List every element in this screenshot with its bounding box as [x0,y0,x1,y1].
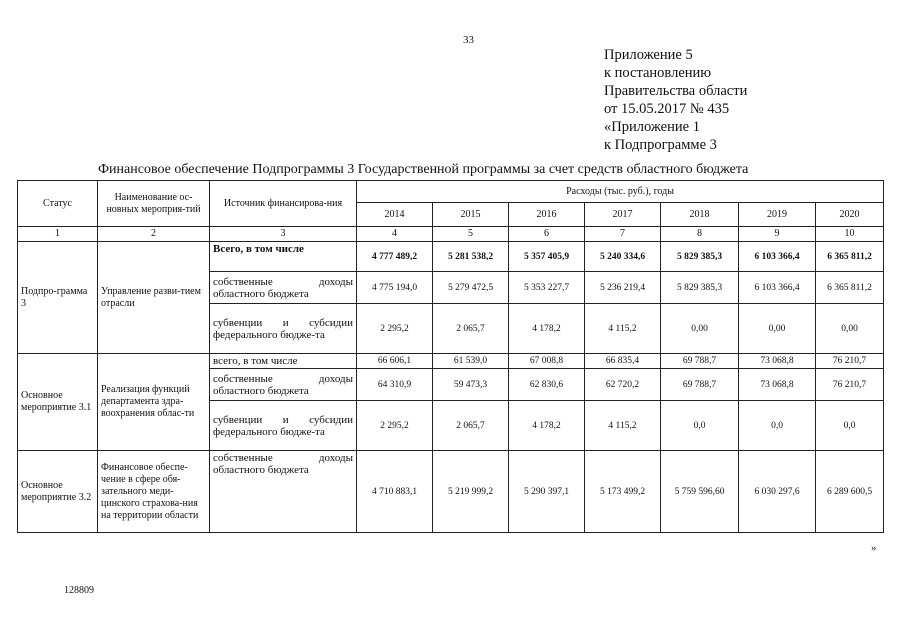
header-year: 2015 [433,203,509,227]
appendix-line: Правительства области [604,83,748,99]
row-value: 2 065,7 [433,401,509,451]
row-value: 4 777 489,2 [357,242,433,272]
row-activity-name: Финансовое обеспе-чение в сфере обя-зательного меди-цинского страхова-ния на территории области [98,451,210,533]
row-value: 59 473,3 [433,369,509,401]
row-value: 5 279 472,5 [433,272,509,304]
appendix-block [604,46,747,154]
closing-quote: » [871,542,877,554]
row-source: всего, в том числе [210,354,357,369]
row-value: 6 030 297,6 [739,451,816,533]
row-value: 5 357 405,9 [509,242,585,272]
footer-code: 128809 [64,585,94,596]
row-value: 5 236 219,4 [585,272,661,304]
appendix-line: к постановлению [604,65,712,81]
header-name: Наименование ос-новных мероприя-тий [98,181,210,227]
row-source: собственные доходы областного бюджета [210,272,357,304]
row-value: 6 103 366,4 [739,242,816,272]
column-number: 10 [816,227,884,242]
table-row [18,451,884,533]
row-value: 6 365 811,2 [816,272,884,304]
financing-table [17,180,884,533]
header-year: 2017 [585,203,661,227]
row-value: 66 835,4 [585,354,661,369]
row-value: 4 178,2 [509,304,585,354]
header-year: 2014 [357,203,433,227]
row-value: 5 240 334,6 [585,242,661,272]
row-value: 6 103 366,4 [739,272,816,304]
row-value: 4 710 883,1 [357,451,433,533]
row-value: 0,0 [661,401,739,451]
row-value: 6 365 811,2 [816,242,884,272]
header-expenses: Расходы (тыс. руб.), годы [357,181,884,203]
row-value: 69 788,7 [661,354,739,369]
table-row [18,354,884,369]
row-value: 2 295,2 [357,304,433,354]
column-number: 1 [18,227,98,242]
row-value: 4 115,2 [585,304,661,354]
row-value: 73 068,8 [739,369,816,401]
header-source: Источник финансирова-ния [210,181,357,227]
column-number: 8 [661,227,739,242]
appendix-line: к Подпрограмме 3 [604,137,717,153]
row-source: субвенции и субсидии федерального бюдже-та [210,401,357,451]
row-source: Всего, в том числе [210,242,357,272]
table-row [18,242,884,272]
column-number: 6 [509,227,585,242]
row-value: 6 289 600,5 [816,451,884,533]
row-source: собственные доходы областного бюджета [210,369,357,401]
row-value: 69 788,7 [661,369,739,401]
column-number: 4 [357,227,433,242]
row-value: 4 775 194,0 [357,272,433,304]
column-number: 5 [433,227,509,242]
row-value: 62 720,2 [585,369,661,401]
row-status: Основное мероприятие 3.1 [18,354,98,451]
row-value: 2 295,2 [357,401,433,451]
row-source: собственные доходы областного бюджета [210,451,357,533]
header-year: 2018 [661,203,739,227]
row-status: Основное мероприятие 3.2 [18,451,98,533]
row-source: субвенции и субсидии федерального бюдже-та [210,304,357,354]
row-value: 5 353 227,7 [509,272,585,304]
row-value: 76 210,7 [816,354,884,369]
row-value: 0,00 [739,304,816,354]
column-number: 7 [585,227,661,242]
table-title: Финансовое обеспечение Подпрограммы 3 Государственной программы за счет средств областного бюджета [98,162,749,177]
row-value: 2 065,7 [433,304,509,354]
row-activity-name: Управление разви-тием отрасли [98,242,210,354]
header-status: Статус [18,181,98,227]
row-activity-name: Реализация функций департамента здра-воохранения облас-ти [98,354,210,451]
header-year: 2019 [739,203,816,227]
header-year: 2016 [509,203,585,227]
column-number: 9 [739,227,816,242]
page-number: 33 [463,34,474,46]
row-value: 5 829 385,3 [661,272,739,304]
row-value: 4 115,2 [585,401,661,451]
row-value: 62 830,6 [509,369,585,401]
row-value: 0,0 [739,401,816,451]
row-value: 5 281 538,2 [433,242,509,272]
row-value: 0,00 [816,304,884,354]
row-value: 5 173 499,2 [585,451,661,533]
appendix-line: «Приложение 1 [604,119,700,135]
row-value: 0,0 [816,401,884,451]
row-value: 76 210,7 [816,369,884,401]
row-value: 0,00 [661,304,739,354]
column-number: 2 [98,227,210,242]
row-value: 67 008,8 [509,354,585,369]
row-value: 5 759 596,60 [661,451,739,533]
row-value: 4 178,2 [509,401,585,451]
row-status: Подпро-грамма 3 [18,242,98,354]
row-value: 66 606,1 [357,354,433,369]
row-value: 64 310,9 [357,369,433,401]
appendix-line: Приложение 5 [604,47,693,63]
appendix-line: от 15.05.2017 № 435 [604,101,730,117]
row-value: 5 290 397,1 [509,451,585,533]
row-value: 5 829 385,3 [661,242,739,272]
header-year: 2020 [816,203,884,227]
row-value: 73 068,8 [739,354,816,369]
column-number: 3 [210,227,357,242]
row-value: 5 219 999,2 [433,451,509,533]
row-value: 61 539,0 [433,354,509,369]
